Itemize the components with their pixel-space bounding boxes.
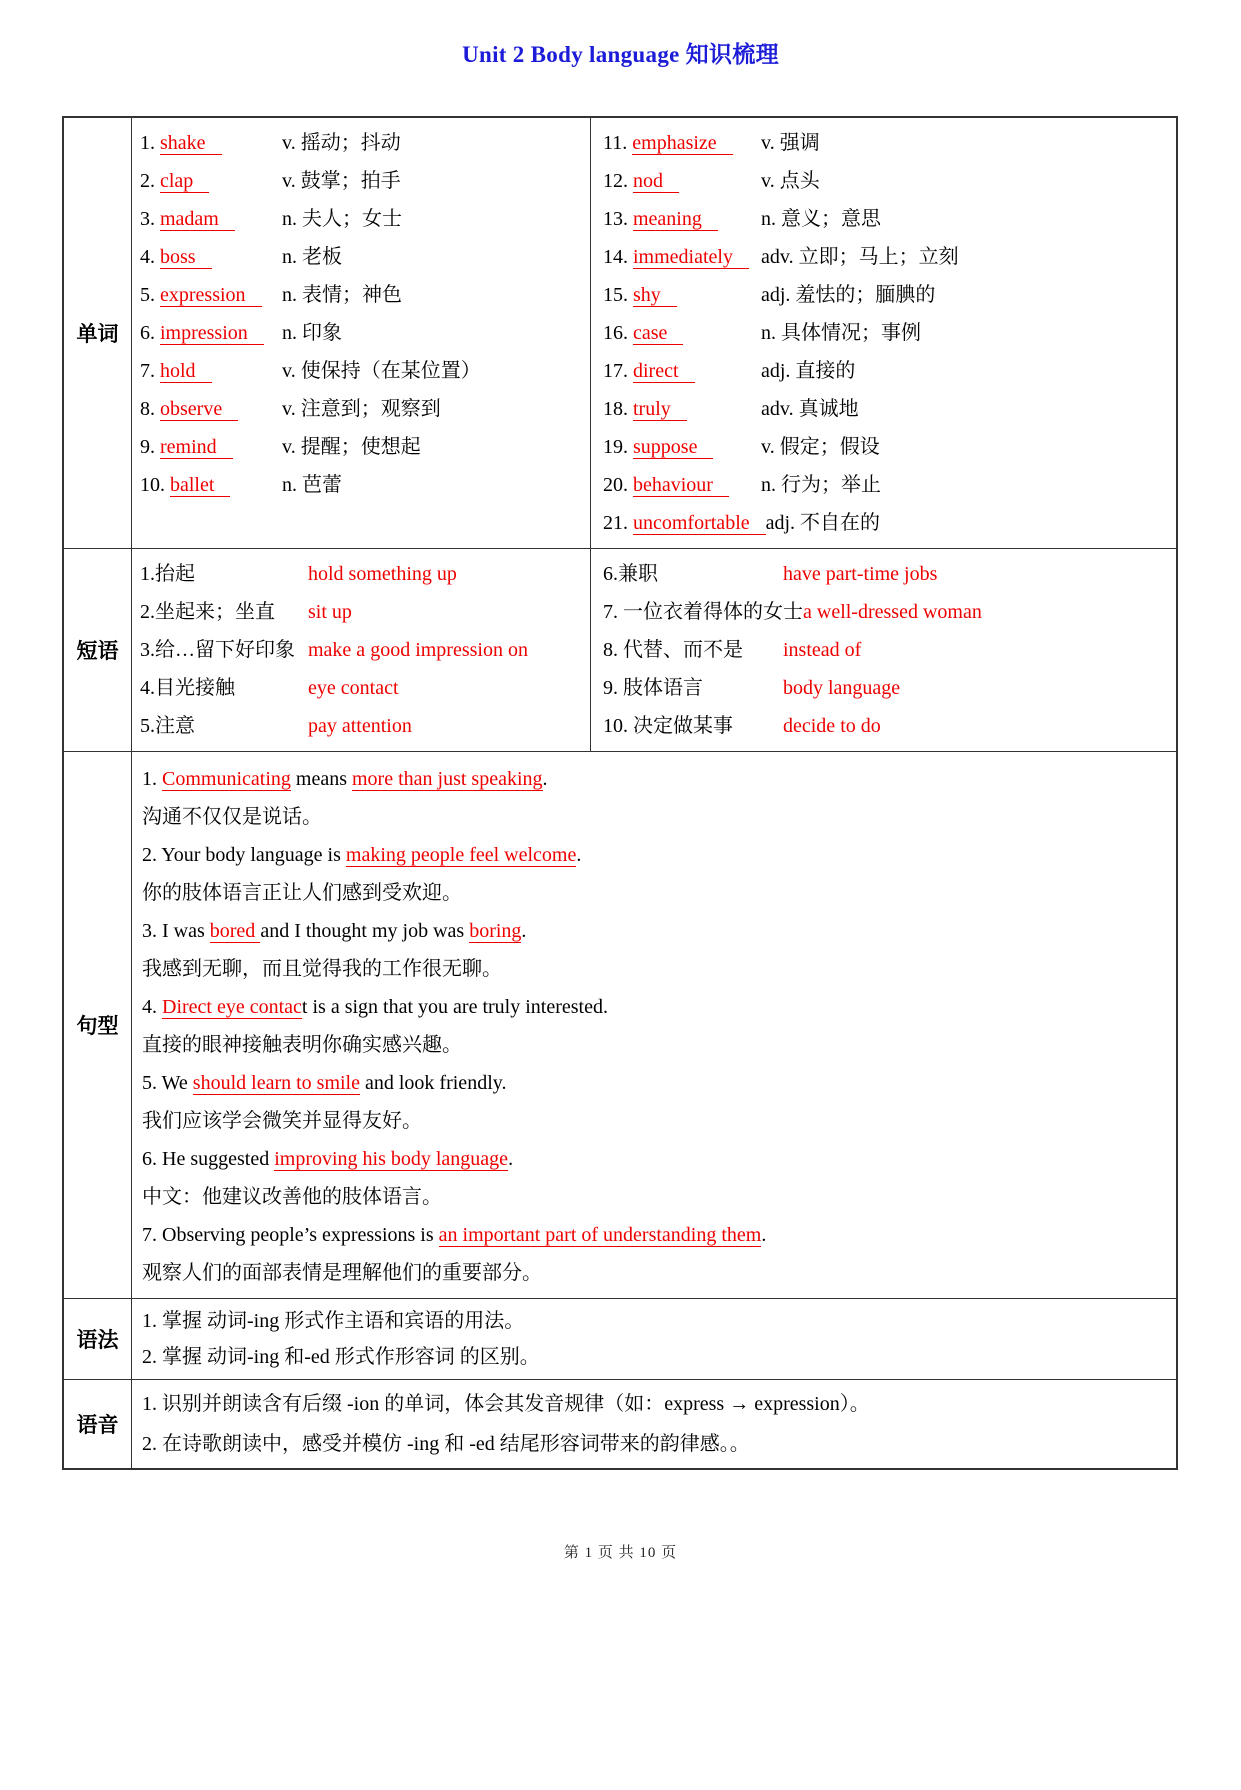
vocab-meaning: n. 具体情况；事例	[761, 322, 921, 344]
sentences-label-cell: 句型	[64, 752, 132, 1298]
section-grammar	[64, 1299, 1176, 1380]
phrase-english: decide to do	[783, 715, 881, 737]
phrase-english: a well-dressed woman	[803, 601, 982, 623]
vocab-word: clap	[160, 170, 209, 193]
vocab-word: behaviour	[633, 474, 729, 497]
vocab-meaning: n. 意义；意思	[761, 208, 881, 230]
vocab-word-group	[603, 200, 761, 238]
phrase-chinese: 9. 肢体语言	[603, 677, 703, 699]
grammar-label-cell: 语法	[64, 1299, 132, 1379]
vocab-word-group	[140, 276, 282, 314]
phrase-item	[603, 555, 1172, 593]
vocab-number: 3.	[140, 208, 155, 230]
vocab-word-group	[603, 124, 761, 162]
vocab-word: nod	[633, 170, 679, 193]
vocab-word: immediately	[633, 246, 749, 269]
words-label-cell: 单词	[64, 118, 132, 548]
vocab-item	[140, 390, 586, 428]
vocab-number: 4.	[140, 246, 155, 268]
vocab-meaning: n. 表情；神色	[282, 284, 402, 306]
words-content	[132, 118, 1176, 548]
vocab-item	[140, 352, 586, 390]
vocab-word-group	[140, 200, 282, 238]
vocab-number: 17.	[603, 360, 628, 382]
vocab-meaning: n. 行为；举止	[761, 474, 881, 496]
vocab-word-group	[140, 314, 282, 352]
phrase-chinese: 4.目光接触	[140, 677, 235, 699]
vocab-item	[603, 238, 1172, 276]
page-footer: 第 1 页 共 10 页	[563, 1545, 678, 1561]
vocab-word-group	[603, 238, 761, 276]
vocab-meaning: v. 摇动；抖动	[282, 132, 401, 154]
page-title: Unit 2 Body language 知识梳理	[462, 42, 779, 67]
vocab-word: suppose	[633, 436, 713, 459]
phrase-item	[140, 631, 586, 669]
section-phonics	[64, 1380, 1176, 1468]
grammar-content	[132, 1299, 1176, 1379]
vocab-meaning: adj. 直接的	[761, 360, 856, 382]
words-column-right	[591, 118, 1176, 548]
vocab-word-group	[603, 162, 761, 200]
vocab-word-group	[140, 390, 282, 428]
vocab-word: impression	[160, 322, 264, 345]
vocab-item	[140, 162, 586, 200]
vocab-word-group	[603, 466, 761, 504]
phonics-line: 1. 识别并朗读含有后缀 -ion 的单词，体会其发音规律（如：express → expression）。	[142, 1393, 870, 1415]
vocab-number: 6.	[140, 322, 155, 344]
vocab-item	[603, 200, 1172, 238]
vocab-item	[603, 314, 1172, 352]
vocab-item	[603, 352, 1172, 390]
vocab-meaning: adv. 立即；马上；立刻	[761, 246, 959, 268]
vocab-number: 5.	[140, 284, 155, 306]
phrase-item	[140, 555, 586, 593]
phrase-item	[603, 593, 1172, 631]
vocab-word-group	[603, 352, 761, 390]
vocab-item	[603, 390, 1172, 428]
phrases-column-right	[591, 549, 1176, 751]
sentence-line: 3. I was bored and I thought my job was boring.	[142, 920, 527, 942]
phrase-chinese: 5.注意	[140, 715, 195, 737]
phonics-line: 2. 在诗歌朗读中，感受并模仿 -ing 和 -ed 结尾形容词带来的韵律感。。	[142, 1433, 750, 1455]
vocab-meaning: v. 鼓掌；拍手	[282, 170, 401, 192]
vocab-word: emphasize	[632, 132, 732, 155]
vocab-word-group	[603, 390, 761, 428]
vocab-number: 8.	[140, 398, 155, 420]
vocab-number: 19.	[603, 436, 628, 458]
vocab-item	[603, 124, 1172, 162]
sentence-translation: 你的肢体语言正让人们感到受欢迎。	[142, 882, 462, 904]
vocab-word-group	[140, 428, 282, 466]
vocab-meaning: v. 使保持（在某位置）	[282, 360, 481, 382]
vocab-word-group	[603, 276, 761, 314]
phrase-english: sit up	[308, 601, 352, 623]
phrase-item	[140, 707, 586, 745]
vocab-number: 12.	[603, 170, 628, 192]
sentence-translation: 观察人们的面部表情是理解他们的重要部分。	[142, 1262, 542, 1284]
vocab-word-group	[140, 162, 282, 200]
vocab-number: 13.	[603, 208, 628, 230]
phrase-item	[603, 631, 1172, 669]
vocab-number: 2.	[140, 170, 155, 192]
sentence-line: 1. Communicating means more than just speaking.	[142, 768, 548, 790]
section-words	[64, 118, 1176, 549]
vocab-meaning: adj. 羞怯的；腼腆的	[761, 284, 936, 306]
sentences-content	[132, 752, 1176, 1298]
phrases-content	[132, 549, 1176, 751]
vocab-word: direct	[633, 360, 695, 383]
vocab-number: 15.	[603, 284, 628, 306]
sentence-translation: 沟通不仅仅是说话。	[142, 806, 322, 828]
sentence-translation: 直接的眼神接触表明你确实感兴趣。	[142, 1034, 462, 1056]
vocab-word: hold	[160, 360, 212, 383]
section-phrases	[64, 549, 1176, 752]
phrase-chinese: 8. 代替、而不是	[603, 639, 743, 661]
sentence-line: 7. Observing people’s expressions is an important part of understanding them.	[142, 1224, 767, 1246]
vocab-number: 16.	[603, 322, 628, 344]
sentence-translation: 我们应该学会微笑并显得友好。	[142, 1110, 422, 1132]
vocab-meaning: v. 假定；假设	[761, 436, 880, 458]
vocab-word-group	[603, 504, 766, 542]
vocab-meaning: n. 夫人；女士	[282, 208, 402, 230]
vocab-item	[140, 238, 586, 276]
vocab-word: case	[633, 322, 683, 345]
phrase-item	[140, 669, 586, 707]
sentence-line: 2. Your body language is making people feel welcome.	[142, 844, 582, 866]
phrase-chinese: 1.抬起	[140, 563, 195, 585]
vocab-number: 14.	[603, 246, 628, 268]
vocab-number: 10.	[140, 474, 165, 496]
phrases-column-left	[132, 549, 591, 751]
vocab-word-group	[140, 352, 282, 390]
sentence-line: 4. Direct eye contact is a sign that you are truly interested.	[142, 996, 608, 1018]
section-sentences	[64, 752, 1176, 1299]
vocab-item	[603, 276, 1172, 314]
vocab-word: shake	[160, 132, 222, 155]
vocab-word: observe	[160, 398, 238, 421]
phrases-label-cell: 短语	[64, 549, 132, 751]
vocab-item	[140, 466, 586, 504]
knowledge-table	[62, 116, 1178, 1470]
vocab-word: ballet	[170, 474, 230, 497]
vocab-item	[140, 428, 586, 466]
phonics-content	[132, 1380, 1176, 1468]
words-column-left	[132, 118, 591, 548]
vocab-word-group	[603, 428, 761, 466]
phrase-english: eye contact	[308, 677, 399, 699]
vocab-word: shy	[633, 284, 677, 307]
phrase-english: instead of	[783, 639, 862, 661]
vocab-meaning: n. 印象	[282, 322, 342, 344]
phrase-english: have part-time jobs	[783, 563, 938, 585]
phrase-item	[603, 669, 1172, 707]
vocab-number: 11.	[603, 132, 628, 154]
phonics-label-cell: 语音	[64, 1380, 132, 1468]
grammar-line: 2. 掌握 动词-ing 和-ed 形式作形容词 的区别。	[142, 1346, 540, 1368]
vocab-word: madam	[160, 208, 235, 231]
vocab-word: expression	[160, 284, 262, 307]
vocab-meaning: v. 注意到；观察到	[282, 398, 441, 420]
phrase-item	[603, 707, 1172, 745]
vocab-item	[603, 466, 1172, 504]
vocab-item	[140, 314, 586, 352]
vocab-word: uncomfortable	[633, 512, 766, 535]
vocab-item	[140, 200, 586, 238]
vocab-word-group	[140, 238, 282, 276]
vocab-meaning: adj. 不自在的	[765, 512, 881, 534]
vocab-item	[603, 504, 1172, 542]
vocab-meaning: v. 点头	[761, 170, 820, 192]
vocab-number: 7.	[140, 360, 155, 382]
vocab-number: 21.	[603, 512, 628, 534]
vocab-number: 1.	[140, 132, 155, 154]
phrase-english: body language	[783, 677, 901, 699]
vocab-meaning: n. 老板	[282, 246, 342, 268]
phrase-item	[140, 593, 586, 631]
phrase-chinese: 10. 决定做某事	[603, 715, 733, 737]
vocab-word: boss	[160, 246, 212, 269]
phrase-chinese: 2.坐起来；坐直	[140, 601, 275, 623]
vocab-word-group	[140, 466, 282, 504]
phrase-english: pay attention	[308, 715, 412, 737]
vocab-number: 18.	[603, 398, 628, 420]
vocab-number: 20.	[603, 474, 628, 496]
sentence-translation: 我感到无聊，而且觉得我的工作很无聊。	[142, 958, 502, 980]
phrase-chinese: 6.兼职	[603, 563, 658, 585]
vocab-number: 9.	[140, 436, 155, 458]
vocab-meaning: v. 强调	[761, 132, 820, 154]
sentence-line: 6. He suggested improving his body language.	[142, 1148, 514, 1170]
vocab-meaning: v. 提醒；使想起	[282, 436, 421, 458]
vocab-item	[603, 162, 1172, 200]
vocab-meaning: adv. 真诚地	[761, 398, 859, 420]
vocab-word: meaning	[633, 208, 718, 231]
phrase-english: hold something up	[308, 563, 457, 585]
vocab-word: remind	[160, 436, 233, 459]
vocab-word-group	[140, 124, 282, 162]
vocab-meaning: n. 芭蕾	[282, 474, 342, 496]
vocab-word: truly	[633, 398, 687, 421]
vocab-item	[603, 428, 1172, 466]
grammar-line: 1. 掌握 动词-ing 形式作主语和宾语的用法。	[142, 1310, 525, 1332]
phrase-english: make a good impression on	[308, 639, 528, 661]
vocab-item	[140, 276, 586, 314]
vocab-item	[140, 124, 586, 162]
sentence-translation: 中文：他建议改善他的肢体语言。	[142, 1186, 442, 1208]
phrase-chinese: 3.给…留下好印象	[140, 639, 295, 661]
sentence-line: 5. We should learn to smile and look friendly.	[142, 1072, 507, 1094]
phrase-chinese: 7. 一位衣着得体的女士	[603, 601, 803, 623]
vocab-word-group	[603, 314, 761, 352]
